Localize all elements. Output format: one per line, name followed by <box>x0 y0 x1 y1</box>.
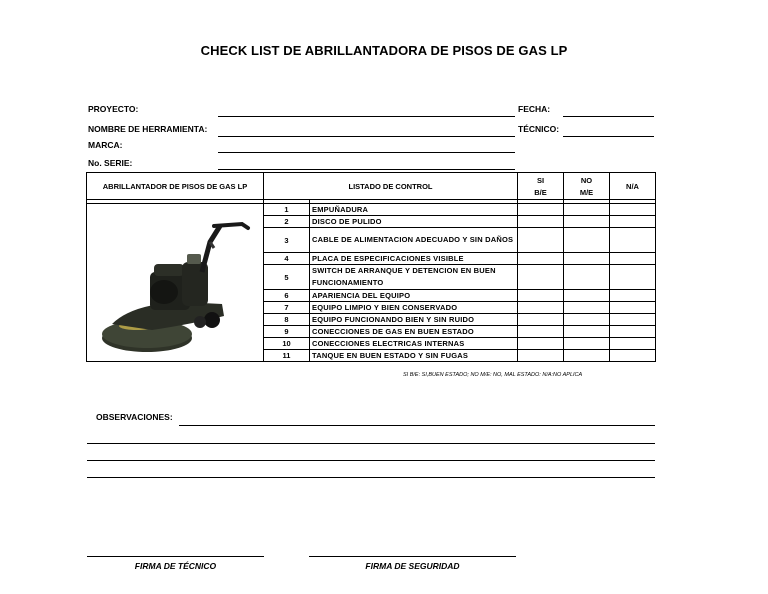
firma-tecnico-line[interactable] <box>87 556 264 557</box>
item-number: 8 <box>264 314 310 326</box>
item-number: 9 <box>264 326 310 338</box>
no-check-cell[interactable] <box>564 326 610 338</box>
fecha-label: FECHA: <box>518 104 551 114</box>
firma-seguridad-label: FIRMA DE SEGURIDAD <box>365 561 460 571</box>
floor-burnisher-image <box>92 212 252 360</box>
item-label: CABLE DE ALIMENTACION ADECUADO Y SIN DAÑOS <box>310 228 518 253</box>
no-header <box>564 173 610 200</box>
item-number: 1 <box>264 204 310 216</box>
page-title: CHECK LIST DE ABRILLANTADORA DE PISOS DE GAS LP <box>200 43 568 58</box>
si-check-cell[interactable] <box>518 314 564 326</box>
tecnico-field[interactable] <box>563 136 654 137</box>
item-label: SWITCH DE ARRANQUE Y DETENCION EN BUEN FUNCIONAMIENTO <box>310 265 518 290</box>
item-label: PLACA DE ESPECIFICACIONES VISIBLE <box>310 253 518 265</box>
observaciones-line-3[interactable] <box>87 460 655 461</box>
equipment-header: ABRILLANTADOR DE PISOS DE GAS LP <box>87 173 264 200</box>
item-number: 6 <box>264 290 310 302</box>
item-number: 2 <box>264 216 310 228</box>
marca-label: MARCA: <box>88 140 123 150</box>
item-label: EMPUÑADURA <box>310 204 518 216</box>
si-header-line2: B/E <box>534 187 547 197</box>
na-check-cell[interactable] <box>610 314 656 326</box>
table-header-row <box>87 173 656 200</box>
item-number: 7 <box>264 302 310 314</box>
no-header-line1: NO <box>580 175 593 185</box>
serie-label: No. SERIE: <box>88 158 133 168</box>
si-check-cell[interactable] <box>518 350 564 362</box>
na-check-cell[interactable] <box>610 204 656 216</box>
no-check-cell[interactable] <box>564 216 610 228</box>
item-label: CONECCIONES ELECTRICAS INTERNAS <box>310 338 518 350</box>
item-label: EQUIPO FUNCIONANDO BIEN Y SIN RUIDO <box>310 314 518 326</box>
na-check-cell[interactable] <box>610 326 656 338</box>
si-check-cell[interactable] <box>518 302 564 314</box>
no-check-cell[interactable] <box>564 290 610 302</box>
si-check-cell[interactable] <box>518 326 564 338</box>
no-check-cell[interactable] <box>564 302 610 314</box>
item-number: 10 <box>264 338 310 350</box>
item-label: EQUIPO LIMPIO Y BIEN CONSERVADO <box>310 302 518 314</box>
observaciones-line-4[interactable] <box>87 477 655 478</box>
item-number: 11 <box>264 350 310 362</box>
list-header: LISTADO DE CONTROL <box>264 173 518 200</box>
na-check-cell[interactable] <box>610 216 656 228</box>
item-label: TANQUE EN BUEN ESTADO Y SIN FUGAS <box>310 350 518 362</box>
na-check-cell[interactable] <box>610 290 656 302</box>
si-check-cell[interactable] <box>518 204 564 216</box>
item-number: 3 <box>264 228 310 253</box>
fecha-field[interactable] <box>563 116 654 117</box>
tecnico-label: TÉCNICO: <box>518 124 560 134</box>
no-check-cell[interactable] <box>564 204 610 216</box>
observaciones-line-1[interactable] <box>179 425 655 426</box>
firma-tecnico-label: FIRMA DE TÉCNICO <box>134 561 217 571</box>
no-check-cell[interactable] <box>564 350 610 362</box>
item-label: DISCO DE PULIDO <box>310 216 518 228</box>
no-check-cell[interactable] <box>564 314 610 326</box>
na-check-cell[interactable] <box>610 350 656 362</box>
item-number: 4 <box>264 253 310 265</box>
si-check-cell[interactable] <box>518 290 564 302</box>
nombre-herramienta-field[interactable] <box>218 136 515 137</box>
si-check-cell[interactable] <box>518 228 564 253</box>
item-label: CONECCIONES DE GAS EN BUEN ESTADO <box>310 326 518 338</box>
item-label: APARIENCIA DEL EQUIPO <box>310 290 518 302</box>
si-check-cell[interactable] <box>518 216 564 228</box>
si-check-cell[interactable] <box>518 265 564 290</box>
proyecto-field[interactable] <box>218 116 515 117</box>
no-check-cell[interactable] <box>564 253 610 265</box>
proyecto-label: PROYECTO: <box>88 104 139 114</box>
no-check-cell[interactable] <box>564 338 610 350</box>
si-header <box>518 173 564 200</box>
na-check-cell[interactable] <box>610 253 656 265</box>
legend-note: SI B/E: SI,BUEN ESTADO; NO M/E: NO, MAL ESTADO: N/A:NO APLICA <box>403 372 583 378</box>
serie-field[interactable] <box>218 169 515 170</box>
si-header-line1: SI <box>536 175 545 185</box>
na-check-cell[interactable] <box>610 302 656 314</box>
marca-field[interactable] <box>218 152 515 153</box>
item-number: 5 <box>264 265 310 290</box>
na-header: N/A <box>610 173 656 200</box>
na-check-cell[interactable] <box>610 265 656 290</box>
si-check-cell[interactable] <box>518 253 564 265</box>
na-check-cell[interactable] <box>610 228 656 253</box>
si-check-cell[interactable] <box>518 338 564 350</box>
no-check-cell[interactable] <box>564 228 610 253</box>
firma-seguridad-line[interactable] <box>309 556 516 557</box>
nombre-herramienta-label: NOMBRE DE HERRAMIENTA: <box>88 124 208 134</box>
observaciones-label: OBSERVACIONES: <box>96 412 173 422</box>
na-check-cell[interactable] <box>610 338 656 350</box>
no-header-line2: M/E <box>579 187 594 197</box>
observaciones-line-2[interactable] <box>87 443 655 444</box>
no-check-cell[interactable] <box>564 265 610 290</box>
